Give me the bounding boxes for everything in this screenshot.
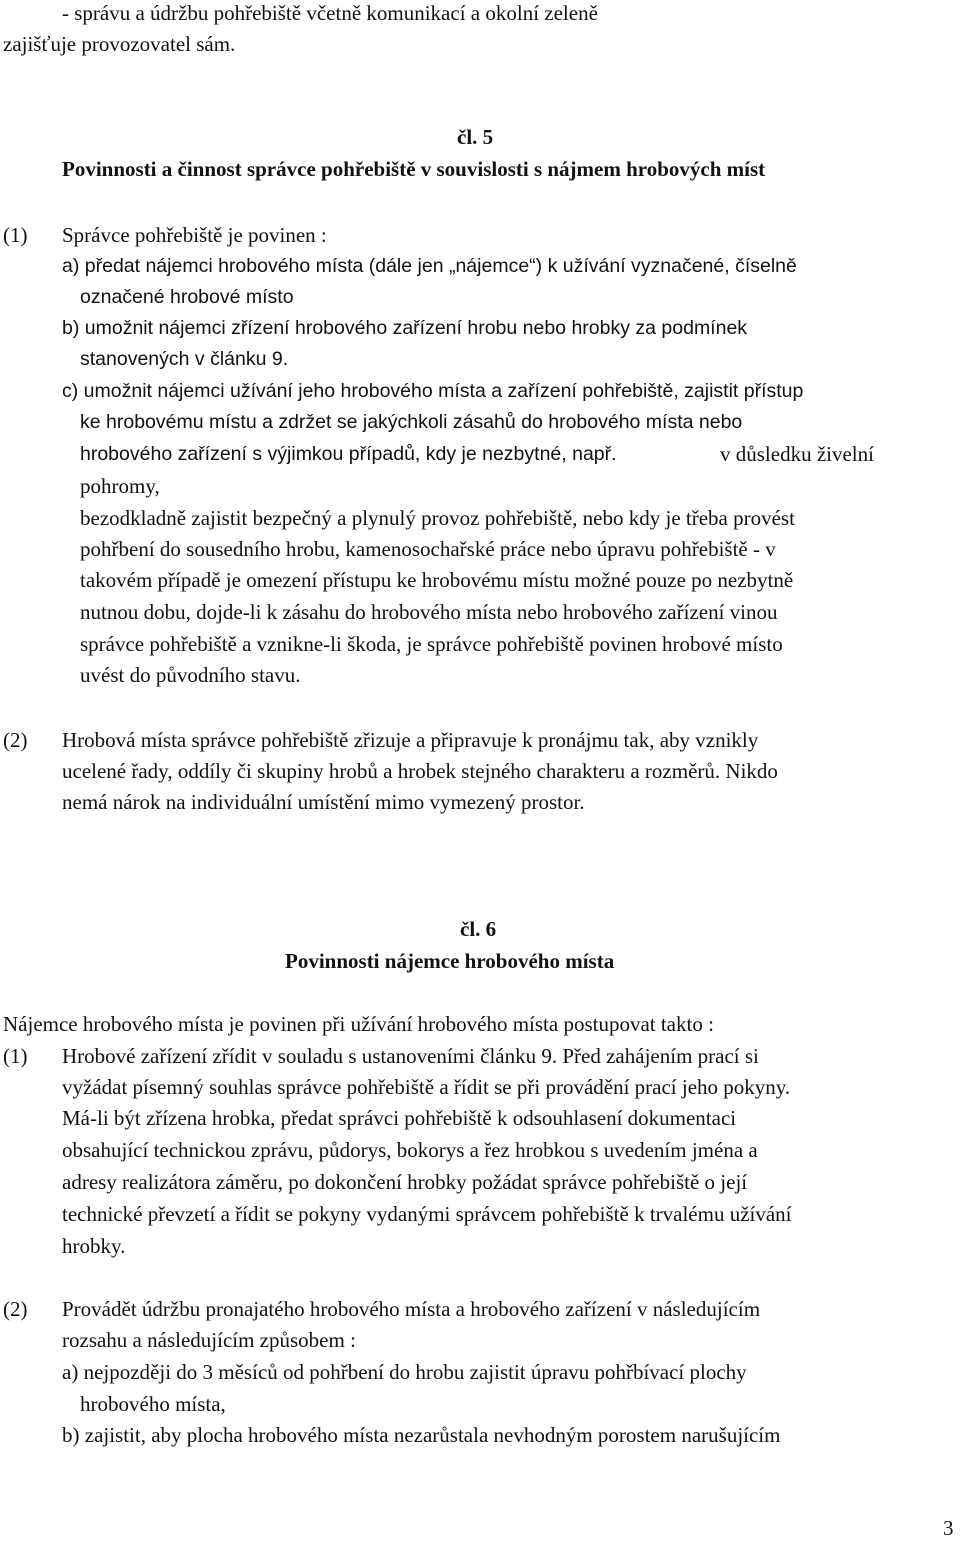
paragraph-line: Hrobové zařízení zřídit v souladu s ustanoveními článku 9. Před zahájením prací si — [62, 1044, 759, 1068]
paragraph-line: hrobového místa, — [80, 1392, 226, 1416]
article-number: čl. 5 — [457, 125, 494, 149]
paragraph-line: takovém případě je omezení přístupu ke hrobovému místu možné pouze po nezbytně — [80, 568, 794, 592]
paragraph-line: vyžádat písemný souhlas správce pohřebiště a řídit se při provádění prací jeho pokyny. — [62, 1075, 791, 1099]
paragraph-line: v důsledku živelní — [720, 442, 874, 466]
paragraph-line: rozsahu a následujícím způsobem : — [62, 1328, 356, 1352]
paragraph-line: ke hrobovému místu a zdržet se jakýchkoli zásahů do hrobového místa nebo — [80, 411, 743, 433]
intro-line: - správu a údržbu pohřebiště včetně komunikací a okolní zeleně — [62, 1, 598, 25]
paragraph-line: Hrobová místa správce pohřebiště zřizuje a připravuje k pronájmu tak, aby vznikly — [62, 728, 759, 752]
paragraph-line: ucelené řady, oddíly či skupiny hrobů a hrobek stejného charakteru a rozměrů. Nikdo — [62, 759, 778, 783]
paragraph-line: hrobového zařízení s výjimkou případů, kdy je nezbytné, např. — [80, 443, 617, 465]
page-number: 3 — [943, 1516, 954, 1540]
paragraph-number: (2) — [3, 1297, 28, 1321]
article-number: čl. 6 — [460, 917, 497, 941]
paragraph-line: adresy realizátora záměru, po dokončení hrobky požádat správce pohřebiště o její — [62, 1170, 748, 1194]
paragraph-number: (1) — [3, 1044, 28, 1068]
paragraph-line: nemá nárok na individuální umístění mimo vymezený prostor. — [62, 790, 585, 814]
paragraph-line: b) zajistit, aby plocha hrobového místa nezarůstala nevhodným porostem narušujícím — [62, 1423, 781, 1447]
paragraph-line: správce pohřebiště a vznikne-li škoda, je správce pohřebiště povinen hrobové místo — [80, 632, 783, 656]
paragraph-line: hrobky. — [62, 1234, 126, 1258]
paragraph-line: a) předat nájemci hrobového místa (dále jen „nájemce“) k užívání vyznačené, číselně — [62, 255, 797, 277]
paragraph-line: bezodkladně zajistit bezpečný a plynulý provoz pohřebiště, nebo kdy je třeba provést — [80, 506, 795, 530]
paragraph-line: uvést do původního stavu. — [80, 663, 301, 687]
paragraph-line: obsahující technickou zprávu, půdorys, bokorys a řez hrobkou s uvedením jména a — [62, 1138, 758, 1162]
paragraph-line: označené hrobové místo — [80, 286, 294, 308]
paragraph-line: stanovených v článku 9. — [80, 348, 289, 370]
paragraph-number: (2) — [3, 728, 28, 752]
paragraph-line: pohromy, — [80, 474, 160, 498]
paragraph-line: a) nejpozději do 3 měsíců od pohřbení do hrobu zajistit úpravu pohřbívací plochy — [62, 1360, 747, 1384]
intro-line: zajišťuje provozovatel sám. — [3, 32, 236, 56]
paragraph-line: Provádět údržbu pronajatého hrobového místa a hrobového zařízení v následujícím — [62, 1297, 761, 1321]
article-title: Povinnosti nájemce hrobového místa — [285, 949, 615, 973]
paragraph-line: pohřbení do sousedního hrobu, kamenosochařské práce nebo úpravu pohřebiště - v — [80, 537, 776, 561]
paragraph-line: nutnou dobu, dojde-li k zásahu do hrobového místa nebo hrobového zařízení vinou — [80, 600, 778, 624]
article-lead: Nájemce hrobového místa je povinen při užívání hrobového místa postupovat takto : — [3, 1012, 714, 1036]
paragraph-line: c) umožnit nájemci užívání jeho hrobového místa a zařízení pohřebiště, zajistit přístup — [62, 380, 804, 402]
article-title: Povinnosti a činnost správce pohřebiště v souvislosti s nájmem hrobových míst — [62, 157, 766, 181]
paragraph-line: b) umožnit nájemci zřízení hrobového zařízení hrobu nebo hrobky za podmínek — [62, 317, 748, 339]
paragraph-number: (1) — [3, 223, 28, 247]
paragraph-line: Má-li být zřízena hrobka, předat správci pohřebiště k odsouhlasení dokumentaci — [62, 1106, 737, 1130]
paragraph-line: technické převzetí a řídit se pokyny vydanými správcem pohřebiště k trvalému užívání — [62, 1202, 792, 1226]
paragraph-line: Správce pohřebiště je povinen : — [62, 223, 327, 247]
